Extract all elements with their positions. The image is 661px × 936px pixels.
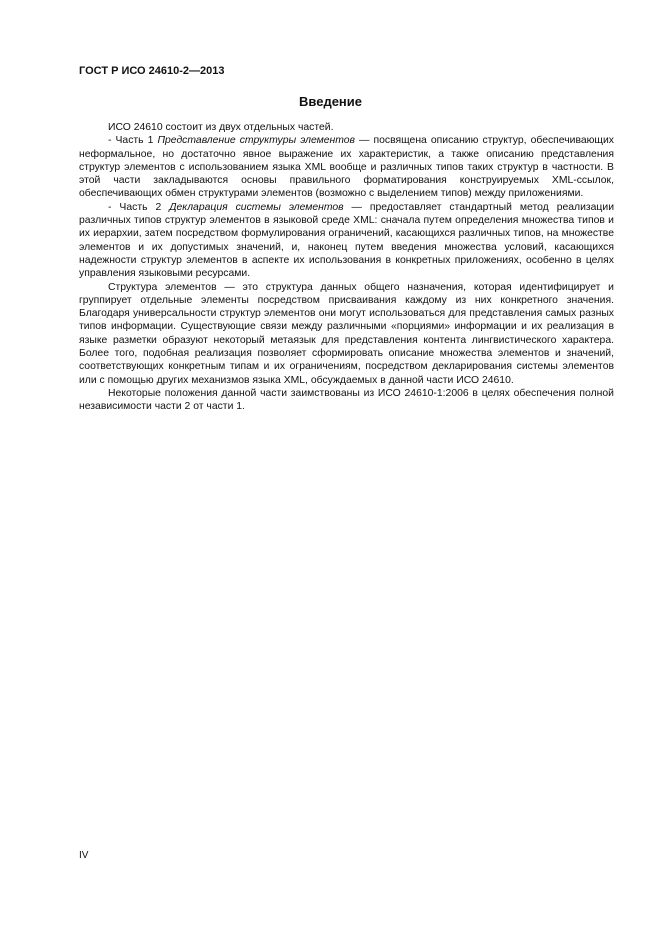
paragraph: ИСО 24610 состоит из двух отдельных частей. [108,122,334,133]
page-number: IV [79,850,89,861]
section-title: Введение [299,94,362,109]
part-description: — посвящена описанию структур, обеспечивающих неформальное, но достаточно явное выражение их характеристик, а также описанию представления структур элементов с использованием языка XML вообще и различных типов таких структур в частности. В этой части закладываются основы правильного форматирования конструируемых XML-ссылок, обеспечивающих обмен структурами элементов (возможно с выделением типов) между приложениями. [79,135,614,200]
part-label: - Часть 1 [108,135,158,147]
part-title: Декларация системы элементов [169,201,344,213]
part-label: - Часть 2 [108,201,170,213]
paragraph: Некоторые положения данной части заимствованы из ИСО 24610-1:2006 в целях обеспечения полной независимости части 2 от части 1. [79,387,614,413]
paragraph [79,134,614,200]
document-header: ГОСТ Р ИСО 24610-2—2013 [79,65,225,77]
part-description: — предоставляет стандартный метод реализации различных типов структур элементов в языковой среде XML: сначала путем определения множества типов и их иерархии, затем посредством формулирования ограничений, касающихся различных типов, на множестве элементов и их допустимых значений, и, наконец путем введения множества условий, касающихся надежности структур элементов в аспекте их использования в конкретных приложениях, особенно в целях управления языковыми ресурсами. [79,201,614,280]
paragraph: Структура элементов — это структура данных общего назначения, которая идентифицирует и группирует отдельные элементы посредством присваивания каждому из них конкретного значения. Благодаря универсальности структур элементов они могут использоваться для представления самых разных типов информации. Существующие связи между различными «порциями» информации и их реализация в языке разметки образуют некоторый метаязык для представления контента лингвистического характера. Более того, подобная реализация позволяет сформировать описание множества элементов и значений, соответствующих конкретным типам и их ограничениям, посредством декларирования системы элементов или с помощью других механизмов языка XML, обсуждаемых в данной части ИСО 24610. [79,281,614,386]
paragraph [79,201,614,281]
part-title: Представление структуры элементов [157,135,355,147]
document-body [79,121,614,414]
